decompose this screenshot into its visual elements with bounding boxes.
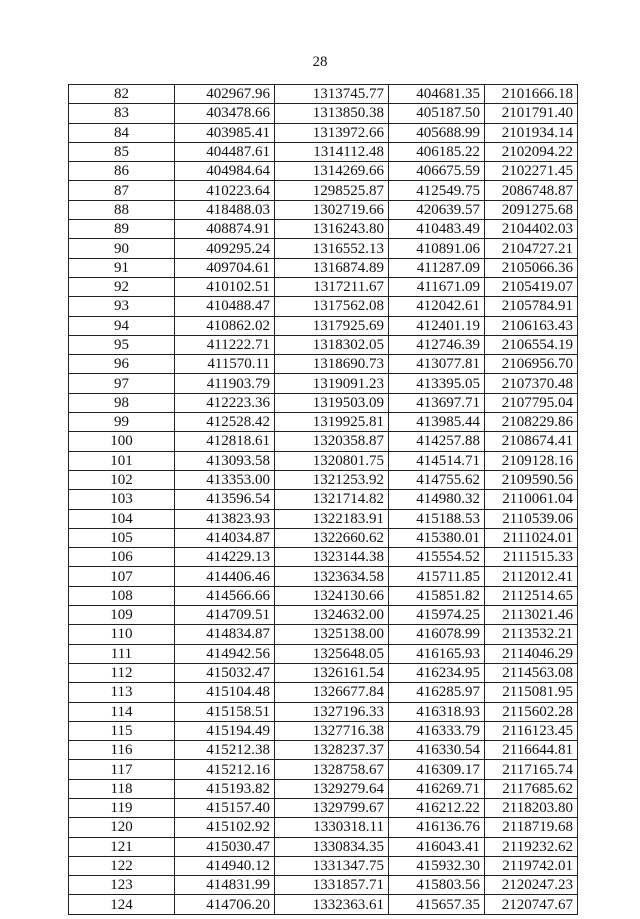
table-row: [69, 277, 578, 296]
table-row: [69, 432, 578, 451]
x2-cell: 415657.35: [389, 895, 485, 914]
y2-cell: 2113021.46: [485, 606, 578, 625]
table-row: [69, 586, 578, 605]
x1-cell: 415032.47: [175, 663, 275, 682]
y2-cell: 2101666.18: [485, 85, 578, 104]
y1-cell: 1322660.62: [275, 528, 389, 547]
y2-cell: 2102094.22: [485, 142, 578, 161]
table-row: [69, 355, 578, 374]
x2-cell: 410483.49: [389, 220, 485, 239]
y2-cell: 2104727.21: [485, 239, 578, 258]
point-number-cell: 102: [69, 470, 175, 489]
table-row: [69, 509, 578, 528]
x1-cell: 410862.02: [175, 316, 275, 335]
y1-cell: 1325648.05: [275, 644, 389, 663]
table-row: [69, 104, 578, 123]
y2-cell: 2106163.43: [485, 316, 578, 335]
table-row: [69, 470, 578, 489]
y1-cell: 1319925.81: [275, 413, 389, 432]
x2-cell: 406675.59: [389, 162, 485, 181]
x1-cell: 415193.82: [175, 779, 275, 798]
x2-cell: 413985.44: [389, 413, 485, 432]
x1-cell: 414229.13: [175, 548, 275, 567]
x1-cell: 415104.48: [175, 683, 275, 702]
point-number-cell: 123: [69, 876, 175, 895]
x2-cell: 416333.79: [389, 721, 485, 740]
x2-cell: 416330.54: [389, 741, 485, 760]
table-row: [69, 451, 578, 470]
y1-cell: 1320358.87: [275, 432, 389, 451]
x1-cell: 411222.71: [175, 335, 275, 354]
table-row: [69, 856, 578, 875]
x1-cell: 409704.61: [175, 258, 275, 277]
y2-cell: 2119742.01: [485, 856, 578, 875]
y2-cell: 2120247.23: [485, 876, 578, 895]
y1-cell: 1329799.67: [275, 798, 389, 817]
x1-cell: 412528.42: [175, 413, 275, 432]
y2-cell: 2110061.04: [485, 490, 578, 509]
y1-cell: 1327196.33: [275, 702, 389, 721]
x1-cell: 413093.58: [175, 451, 275, 470]
y1-cell: 1324130.66: [275, 586, 389, 605]
x2-cell: 416136.76: [389, 818, 485, 837]
point-number-cell: 106: [69, 548, 175, 567]
point-number-cell: 111: [69, 644, 175, 663]
table-row: [69, 374, 578, 393]
x1-cell: 414940.12: [175, 856, 275, 875]
point-number-cell: 91: [69, 258, 175, 277]
table-row: [69, 528, 578, 547]
y2-cell: 2107370.48: [485, 374, 578, 393]
y1-cell: 1314112.48: [275, 142, 389, 161]
table-row: [69, 818, 578, 837]
x2-cell: 415974.25: [389, 606, 485, 625]
x2-cell: 420639.57: [389, 200, 485, 219]
point-number-cell: 99: [69, 413, 175, 432]
point-number-cell: 119: [69, 798, 175, 817]
point-number-cell: 117: [69, 760, 175, 779]
y1-cell: 1328237.37: [275, 741, 389, 760]
x2-cell: 416212.22: [389, 798, 485, 817]
page-number: 28: [312, 54, 328, 70]
table-row: [69, 798, 578, 817]
x2-cell: 416285.97: [389, 683, 485, 702]
table-row: [69, 239, 578, 258]
point-number-cell: 96: [69, 355, 175, 374]
table-row: [69, 663, 578, 682]
y2-cell: 2114046.29: [485, 644, 578, 663]
y2-cell: 2111515.33: [485, 548, 578, 567]
point-number-cell: 90: [69, 239, 175, 258]
x1-cell: 409295.24: [175, 239, 275, 258]
point-number-cell: 104: [69, 509, 175, 528]
point-number-cell: 101: [69, 451, 175, 470]
x2-cell: 415932.30: [389, 856, 485, 875]
table-row: [69, 779, 578, 798]
y1-cell: 1329279.64: [275, 779, 389, 798]
y2-cell: 2101934.14: [485, 123, 578, 142]
x2-cell: 415711.85: [389, 567, 485, 586]
y1-cell: 1321714.82: [275, 490, 389, 509]
x2-cell: 415803.56: [389, 876, 485, 895]
x1-cell: 404487.61: [175, 142, 275, 161]
x2-cell: 414257.88: [389, 432, 485, 451]
point-number-cell: 83: [69, 104, 175, 123]
y2-cell: 2114563.08: [485, 663, 578, 682]
y1-cell: 1318690.73: [275, 355, 389, 374]
y1-cell: 1327716.38: [275, 721, 389, 740]
table-row: [69, 721, 578, 740]
point-number-cell: 107: [69, 567, 175, 586]
x1-cell: 415212.16: [175, 760, 275, 779]
coordinates-table-body: [69, 85, 578, 915]
y2-cell: 2105066.36: [485, 258, 578, 277]
y2-cell: 2120747.67: [485, 895, 578, 914]
y2-cell: 2119232.62: [485, 837, 578, 856]
y1-cell: 1316552.13: [275, 239, 389, 258]
y1-cell: 1330318.11: [275, 818, 389, 837]
table-row: [69, 142, 578, 161]
x1-cell: 410102.51: [175, 277, 275, 296]
table-row: [69, 490, 578, 509]
x2-cell: 406185.22: [389, 142, 485, 161]
point-number-cell: 85: [69, 142, 175, 161]
table-row: [69, 567, 578, 586]
table-row: [69, 316, 578, 335]
y2-cell: 2086748.87: [485, 181, 578, 200]
y2-cell: 2118719.68: [485, 818, 578, 837]
x2-cell: 415554.52: [389, 548, 485, 567]
y1-cell: 1316874.89: [275, 258, 389, 277]
x1-cell: 411903.79: [175, 374, 275, 393]
y1-cell: 1332363.61: [275, 895, 389, 914]
table-row: [69, 181, 578, 200]
point-number-cell: 97: [69, 374, 175, 393]
y1-cell: 1322183.91: [275, 509, 389, 528]
point-number-cell: 88: [69, 200, 175, 219]
table-row: [69, 220, 578, 239]
table-row: [69, 548, 578, 567]
x2-cell: 415851.82: [389, 586, 485, 605]
x2-cell: 412549.75: [389, 181, 485, 200]
x2-cell: 413395.05: [389, 374, 485, 393]
y1-cell: 1302719.66: [275, 200, 389, 219]
point-number-cell: 93: [69, 297, 175, 316]
table-row: [69, 393, 578, 412]
coordinates-table: [68, 84, 578, 915]
table-row: [69, 702, 578, 721]
x2-cell: 414514.71: [389, 451, 485, 470]
point-number-cell: 116: [69, 741, 175, 760]
y2-cell: 2101791.40: [485, 104, 578, 123]
x1-cell: 415194.49: [175, 721, 275, 740]
y2-cell: 2117685.62: [485, 779, 578, 798]
table-row: [69, 876, 578, 895]
y1-cell: 1326677.84: [275, 683, 389, 702]
x2-cell: 413077.81: [389, 355, 485, 374]
x1-cell: 414034.87: [175, 528, 275, 547]
y2-cell: 2107795.04: [485, 393, 578, 412]
x1-cell: 415030.47: [175, 837, 275, 856]
table-row: [69, 258, 578, 277]
y2-cell: 2108674.41: [485, 432, 578, 451]
x2-cell: 416234.95: [389, 663, 485, 682]
x1-cell: 413596.54: [175, 490, 275, 509]
table-row: [69, 335, 578, 354]
x1-cell: 415212.38: [175, 741, 275, 760]
y2-cell: 2110539.06: [485, 509, 578, 528]
y2-cell: 2105419.07: [485, 277, 578, 296]
x1-cell: 415158.51: [175, 702, 275, 721]
y1-cell: 1298525.87: [275, 181, 389, 200]
table-row: [69, 413, 578, 432]
y2-cell: 2118203.80: [485, 798, 578, 817]
x1-cell: 410223.64: [175, 181, 275, 200]
y1-cell: 1320801.75: [275, 451, 389, 470]
point-number-cell: 114: [69, 702, 175, 721]
point-number-cell: 84: [69, 123, 175, 142]
y1-cell: 1313745.77: [275, 85, 389, 104]
point-number-cell: 122: [69, 856, 175, 875]
y1-cell: 1331347.75: [275, 856, 389, 875]
x1-cell: 414566.66: [175, 586, 275, 605]
point-number-cell: 109: [69, 606, 175, 625]
table-row: [69, 85, 578, 104]
point-number-cell: 86: [69, 162, 175, 181]
y2-cell: 2091275.68: [485, 200, 578, 219]
table-row: [69, 683, 578, 702]
y1-cell: 1326161.54: [275, 663, 389, 682]
y2-cell: 2116644.81: [485, 741, 578, 760]
table-row: [69, 297, 578, 316]
x2-cell: 404681.35: [389, 85, 485, 104]
x1-cell: 402967.96: [175, 85, 275, 104]
y2-cell: 2106554.19: [485, 335, 578, 354]
x2-cell: 416165.93: [389, 644, 485, 663]
x1-cell: 415102.92: [175, 818, 275, 837]
point-number-cell: 82: [69, 85, 175, 104]
point-number-cell: 108: [69, 586, 175, 605]
point-number-cell: 103: [69, 490, 175, 509]
y1-cell: 1331857.71: [275, 876, 389, 895]
point-number-cell: 124: [69, 895, 175, 914]
table-row: [69, 644, 578, 663]
x2-cell: 405688.99: [389, 123, 485, 142]
x2-cell: 414980.32: [389, 490, 485, 509]
x2-cell: 416309.17: [389, 760, 485, 779]
x1-cell: 403478.66: [175, 104, 275, 123]
x1-cell: 414709.51: [175, 606, 275, 625]
x1-cell: 414831.99: [175, 876, 275, 895]
x2-cell: 412746.39: [389, 335, 485, 354]
point-number-cell: 89: [69, 220, 175, 239]
y1-cell: 1317562.08: [275, 297, 389, 316]
point-number-cell: 95: [69, 335, 175, 354]
table-row: [69, 895, 578, 914]
x2-cell: 414755.62: [389, 470, 485, 489]
point-number-cell: 113: [69, 683, 175, 702]
x2-cell: 412042.61: [389, 297, 485, 316]
point-number-cell: 112: [69, 663, 175, 682]
x1-cell: 412223.36: [175, 393, 275, 412]
y1-cell: 1319503.09: [275, 393, 389, 412]
point-number-cell: 115: [69, 721, 175, 740]
y1-cell: 1319091.23: [275, 374, 389, 393]
x1-cell: 414942.56: [175, 644, 275, 663]
x1-cell: 410488.47: [175, 297, 275, 316]
y1-cell: 1318302.05: [275, 335, 389, 354]
point-number-cell: 98: [69, 393, 175, 412]
x1-cell: 414706.20: [175, 895, 275, 914]
y1-cell: 1323144.38: [275, 548, 389, 567]
x2-cell: 415380.01: [389, 528, 485, 547]
x2-cell: 416318.93: [389, 702, 485, 721]
y2-cell: 2105784.91: [485, 297, 578, 316]
point-number-cell: 100: [69, 432, 175, 451]
y2-cell: 2109590.56: [485, 470, 578, 489]
table-row: [69, 837, 578, 856]
y2-cell: 2108229.86: [485, 413, 578, 432]
x2-cell: 415188.53: [389, 509, 485, 528]
point-number-cell: 120: [69, 818, 175, 837]
y2-cell: 2109128.16: [485, 451, 578, 470]
y1-cell: 1330834.35: [275, 837, 389, 856]
point-number-cell: 92: [69, 277, 175, 296]
x2-cell: 416043.41: [389, 837, 485, 856]
y1-cell: 1321253.92: [275, 470, 389, 489]
table-row: [69, 760, 578, 779]
y1-cell: 1328758.67: [275, 760, 389, 779]
y2-cell: 2106956.70: [485, 355, 578, 374]
y1-cell: 1314269.66: [275, 162, 389, 181]
x2-cell: 413697.71: [389, 393, 485, 412]
point-number-cell: 94: [69, 316, 175, 335]
y1-cell: 1317925.69: [275, 316, 389, 335]
table-row: [69, 123, 578, 142]
y2-cell: 2112012.41: [485, 567, 578, 586]
x1-cell: 408874.91: [175, 220, 275, 239]
x1-cell: 418488.03: [175, 200, 275, 219]
x1-cell: 404984.64: [175, 162, 275, 181]
point-number-cell: 110: [69, 625, 175, 644]
y1-cell: 1313972.66: [275, 123, 389, 142]
table-row: [69, 625, 578, 644]
table-row: [69, 162, 578, 181]
table-row: [69, 606, 578, 625]
x1-cell: 414834.87: [175, 625, 275, 644]
table-row: [69, 200, 578, 219]
point-number-cell: 121: [69, 837, 175, 856]
y2-cell: 2104402.03: [485, 220, 578, 239]
x1-cell: 413823.93: [175, 509, 275, 528]
x2-cell: 405187.50: [389, 104, 485, 123]
y1-cell: 1313850.38: [275, 104, 389, 123]
x1-cell: 414406.46: [175, 567, 275, 586]
x1-cell: 403985.41: [175, 123, 275, 142]
y2-cell: 2111024.01: [485, 528, 578, 547]
x2-cell: 410891.06: [389, 239, 485, 258]
y2-cell: 2115081.95: [485, 683, 578, 702]
y1-cell: 1317211.67: [275, 277, 389, 296]
y2-cell: 2112514.65: [485, 586, 578, 605]
x1-cell: 411570.11: [175, 355, 275, 374]
x1-cell: 415157.40: [175, 798, 275, 817]
x2-cell: 416269.71: [389, 779, 485, 798]
y2-cell: 2102271.45: [485, 162, 578, 181]
y2-cell: 2116123.45: [485, 721, 578, 740]
y1-cell: 1316243.80: [275, 220, 389, 239]
y1-cell: 1324632.00: [275, 606, 389, 625]
x2-cell: 411287.09: [389, 258, 485, 277]
x2-cell: 416078.99: [389, 625, 485, 644]
point-number-cell: 105: [69, 528, 175, 547]
y1-cell: 1325138.00: [275, 625, 389, 644]
x2-cell: 411671.09: [389, 277, 485, 296]
x1-cell: 413353.00: [175, 470, 275, 489]
y2-cell: 2117165.74: [485, 760, 578, 779]
y2-cell: 2115602.28: [485, 702, 578, 721]
table-row: [69, 741, 578, 760]
point-number-cell: 118: [69, 779, 175, 798]
x2-cell: 412401.19: [389, 316, 485, 335]
y1-cell: 1323634.58: [275, 567, 389, 586]
point-number-cell: 87: [69, 181, 175, 200]
y2-cell: 2113532.21: [485, 625, 578, 644]
x1-cell: 412818.61: [175, 432, 275, 451]
